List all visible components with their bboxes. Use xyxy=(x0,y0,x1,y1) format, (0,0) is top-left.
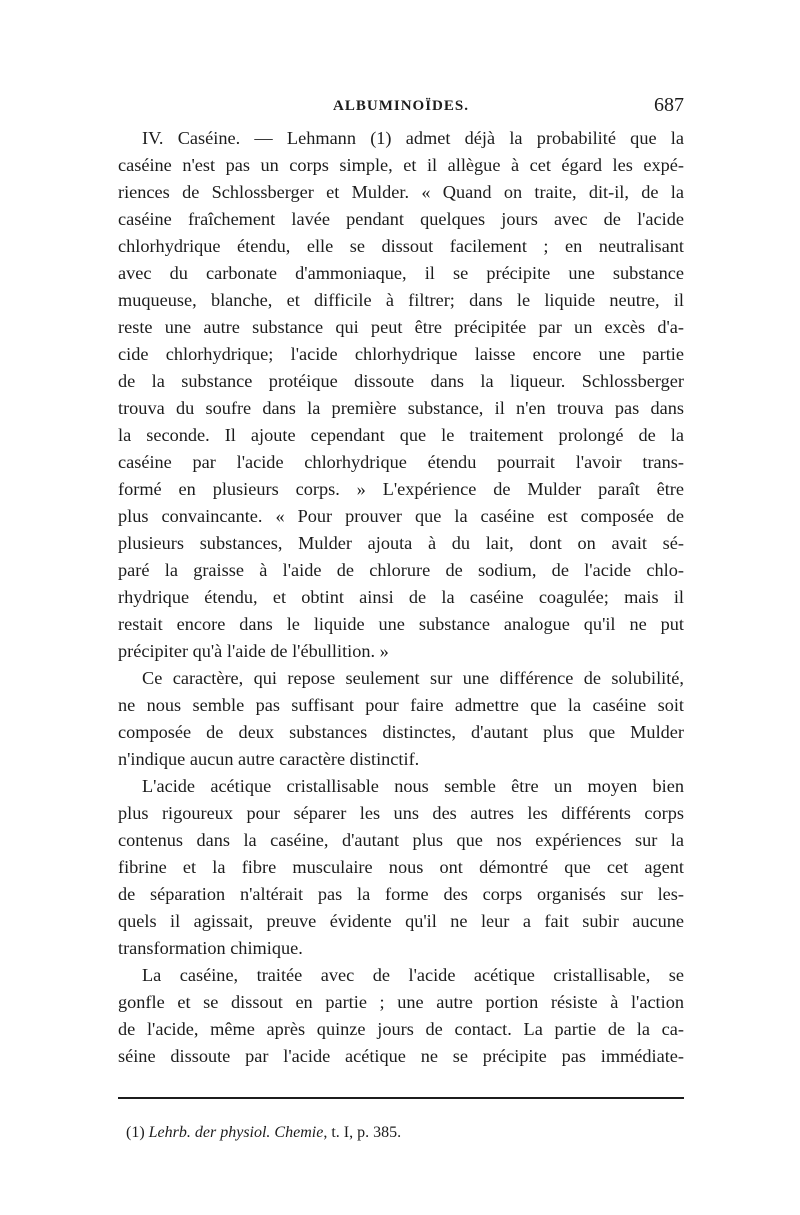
text-line: plus convaincante. « Pour prouver que la caséine est composée de xyxy=(118,506,684,526)
text-line: cide chlorhydrique; l'acide chlorhydrique laisse encore une partie xyxy=(118,344,684,364)
text-line: avec du carbonate d'ammoniaque, il se précipite une substance xyxy=(118,263,684,283)
text-line: la seconde. Il ajoute cependant que le traitement prolongé de la xyxy=(118,425,684,445)
page-number: 687 xyxy=(654,94,684,116)
text-line: IV. Caséine. — Lehmann (1) admet déjà la probabilité que la xyxy=(142,128,684,148)
text-line: L'acide acétique cristallisable nous semble être un moyen bien xyxy=(142,776,684,796)
footnote-rule xyxy=(118,1097,684,1099)
text-line: précipiter qu'à l'aide de l'ébullition. » xyxy=(118,641,389,661)
text-line: caséine par l'acide chlorhydrique étendu pourrait l'avoir trans- xyxy=(118,452,684,472)
footnote-work-title: Lehrb. der physiol. Chemie xyxy=(148,1124,324,1141)
text-line: trouva du soufre dans la première substance, il n'en trouva pas dans xyxy=(118,398,684,418)
text-line: fibrine et la fibre musculaire nous ont démontré que cet agent xyxy=(118,857,684,877)
text-line: transformation chimique. xyxy=(118,938,303,958)
footnote-reference: , t. I, p. 385. xyxy=(323,1124,402,1141)
text-line: paré la graisse à l'aide de chlorure de sodium, de l'acide chlo- xyxy=(118,560,684,580)
text-line: contenus dans la caséine, d'autant plus que nos expériences sur la xyxy=(118,830,684,850)
text-line: plusieurs substances, Mulder ajouta à du lait, dont on avait sé- xyxy=(118,533,684,553)
text-line: n'indique aucun autre caractère distinctif. xyxy=(118,749,420,769)
body-text xyxy=(118,125,684,1070)
text-line: gonfle et se dissout en partie ; une autre portion résiste à l'action xyxy=(118,992,684,1012)
text-line: ne nous semble pas suffisant pour faire admettre que la caséine soit xyxy=(118,695,684,715)
text-line: composée de deux substances distinctes, d'autant plus que Mulder xyxy=(118,722,684,742)
text-line: quels il agissait, preuve évidente qu'il ne leur a fait subir aucune xyxy=(118,911,684,931)
text-line: séine dissoute par l'acide acétique ne se précipite pas immédiate- xyxy=(118,1046,684,1066)
text-line: caséine fraîchement lavée pendant quelques jours avec de l'acide xyxy=(118,209,684,229)
running-title: ALBUMINOÏDES. xyxy=(333,98,469,114)
text-line: formé en plusieurs corps. » L'expérience de Mulder paraît être xyxy=(118,479,684,499)
text-line: plus rigoureux pour séparer les uns des autres les différents corps xyxy=(118,803,684,823)
text-line: muqueuse, blanche, et difficile à filtrer; dans le liquide neutre, il xyxy=(118,290,684,310)
text-line: riences de Schlossberger et Mulder. « Quand on traite, dit-il, de la xyxy=(118,182,684,202)
text-line: caséine n'est pas un corps simple, et il allègue à cet égard les expé- xyxy=(118,155,684,175)
text-line: de séparation n'altérait pas la forme des corps organisés sur les- xyxy=(118,884,684,904)
footnote xyxy=(126,1124,686,1142)
text-line: de la substance protéique dissoute dans la liqueur. Schlossberger xyxy=(118,371,684,391)
text-line: rhydrique étendu, et obtint ainsi de la caséine coagulée; mais il xyxy=(118,587,684,607)
footnote-marker: (1) xyxy=(126,1124,145,1141)
text-line: La caséine, traitée avec de l'acide acétique cristallisable, se xyxy=(142,965,684,985)
text-line: de l'acide, même après quinze jours de contact. La partie de la ca- xyxy=(118,1019,684,1039)
text-line: chlorhydrique étendu, elle se dissout facilement ; en neutralisant xyxy=(118,236,684,256)
text-line: restait encore dans le liquide une substance analogue qu'il ne put xyxy=(118,614,684,634)
running-head xyxy=(118,94,684,122)
text-line: reste une autre substance qui peut être précipitée par un excès d'a- xyxy=(118,317,684,337)
text-line: Ce caractère, qui repose seulement sur une différence de solubilité, xyxy=(142,668,684,688)
